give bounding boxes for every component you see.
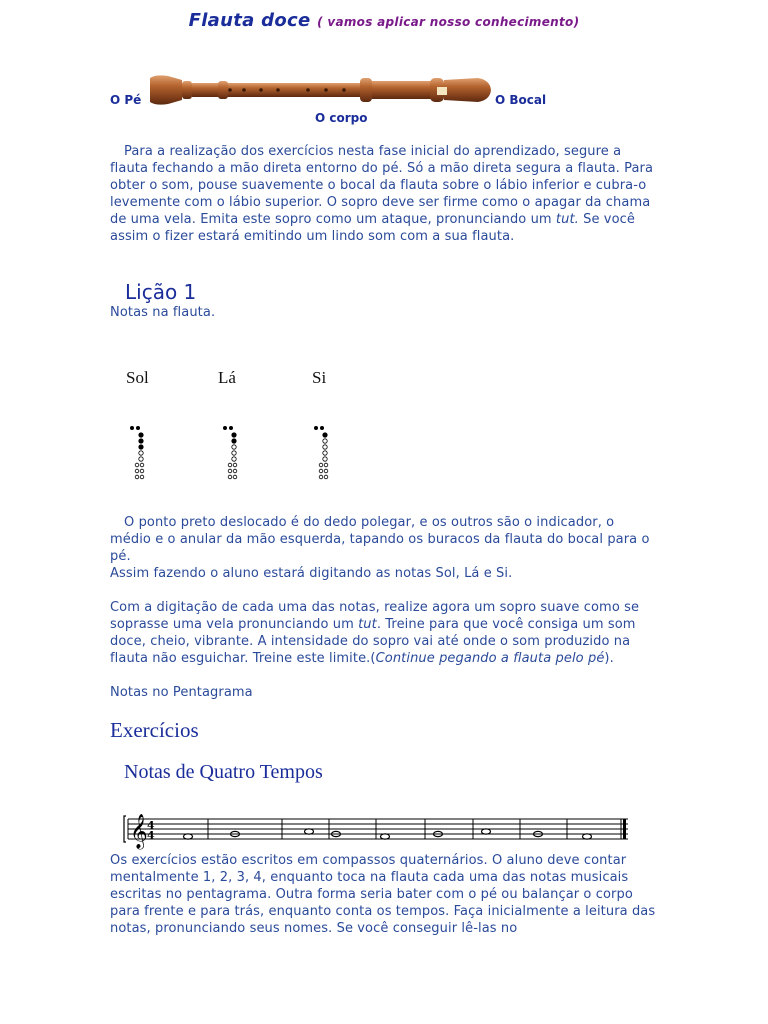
recorder-image [148, 70, 493, 110]
staff-notes-heading: Notas no Pentagrama [110, 685, 253, 700]
lesson-title: Lição 1 [125, 280, 197, 304]
label-body: O corpo [315, 111, 368, 125]
svg-text:𝄞: 𝄞 [130, 814, 148, 849]
blow-text-c: ). [604, 651, 614, 666]
blow-text-b: . Treine para que você consiga um som doce, cheio, vibrante. A intensidade do sopro vai até onde o som produzido na flauta não esguichar. Treine este limite.( [110, 617, 636, 666]
intro-paragraph [110, 143, 660, 245]
exercises-subtitle: Notas de Quatro Tempos [124, 761, 323, 783]
recorder-icon [148, 70, 493, 110]
label-foot: O Pé [110, 93, 142, 107]
fingering-p1: O ponto preto deslocado é do dedo polegar, e os outros são o indicador, o médio e o anular da mão esquerda, tapando os buracos da flauta do bocal para o pé. [110, 515, 650, 564]
title-main: Flauta doce [188, 10, 311, 31]
note-name-la: Lá [218, 368, 236, 387]
intro-em: tut. [555, 212, 579, 227]
fingering-la [221, 424, 243, 486]
page-title [0, 10, 768, 31]
intro-text: Para a realização dos exercícios nesta fase inicial do aprendizado, segure a flauta fechando a mão direta entorno do pé. Só a mão direta segura a flauta. Para obter o som, pouse suavemente o bocal da flauta sobre o lábio inferior e cubra-o levemente com o lábio superior. O sopro deve ser firme como o apagar da chama de uma vela. Emita este sopro como um ataque, pronunciando um [110, 144, 654, 227]
blow-em2: Continue pegando a flauta pelo pé [375, 651, 605, 666]
svg-text:4: 4 [147, 829, 155, 842]
exercises-title: Exercícios [110, 718, 199, 742]
lesson-subtitle: Notas na flauta. [110, 305, 216, 320]
blow-paragraph [110, 599, 665, 667]
fingering-si [312, 424, 334, 486]
note-name-si: Si [312, 368, 327, 387]
fingering-sol [128, 424, 150, 486]
svg-text:4: 4 [147, 819, 155, 832]
fingering-paragraph [110, 514, 650, 582]
exercises-paragraph: Os exercícios estão escritos em compassos quaternários. O aluno deve contar mentalmente 1, 2, 3, 4, enquanto toca na flauta cada uma das notas musicais escritas no pentagrama. Outra forma seria bater com o pé ou balançar o corpo para frente e para trás, enquanto conta os tempos. Faça inicialmente a leitura das notas, pronunciando seus nomes. Se você conseguir lê-las no [110, 853, 656, 936]
intro-text-end: Se você assim o fizer estará emitindo um lindo som com a sua flauta. [110, 212, 635, 244]
fingering-p2: Assim fazendo o aluno estará digitando as notas Sol, Lá e Si. [110, 566, 513, 581]
note-name-sol: Sol [126, 368, 149, 387]
blow-text-a: Com a digitação de cada uma das notas, realize agora um sopro suave como se soprasse uma vela pronunciando um [110, 600, 640, 632]
label-mouthpiece: O Bocal [495, 93, 547, 107]
blow-em: tut [358, 617, 377, 632]
music-staff [120, 806, 630, 854]
title-subtitle: ( vamos aplicar nosso conhecimento) [317, 15, 580, 29]
